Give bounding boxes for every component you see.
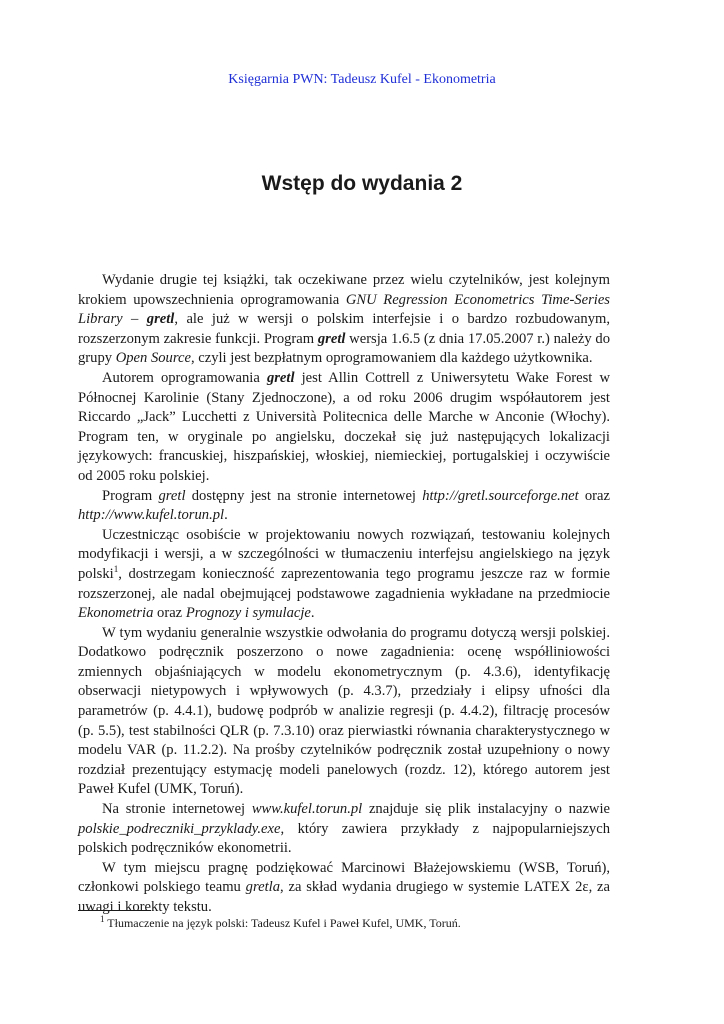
footnote xyxy=(78,916,610,931)
paragraph-2: Autorem oprogramowania gretl jest Allin Cottrell z Uniwersytetu Wake Forest w Północnej Karolinie (Stany Zjednoczone), a od roku 2006 drugim współautorem jest Riccardo „Jack” Lucchetti z Università Politecnica delle Marche w Anconie (Włochy). Program ten, w oryginale po angielsku, doczekał się już następujących lokalizacji językowych: francuskiej, hiszpańskiej, włoskiej, niemieckiej, portugalskiej i oczywiście od 2005 roku polskiej. xyxy=(78,369,610,484)
footnote-text: Tłumaczenie na język polski: Tadeusz Kufel i Paweł Kufel, UMK, Toruń. xyxy=(107,916,461,930)
link-kufel-site: http://www.kufel.torun.pl xyxy=(78,507,225,524)
link-gretl-sourceforge: http://gretl.sourceforge.net xyxy=(422,487,579,504)
paragraph-7: W tym miejscu pragnę podziękować Marcinowi Błażejowskiemu (WSB, Toruń), członkowi polskiego teamu gretla, za skład wydania drugiego w systemie LATEX 2ε, za uwagi i korekty tekstu. xyxy=(78,859,610,915)
latex-logo: LATEX 2ε xyxy=(524,879,589,896)
footnote-ref: 1 xyxy=(113,564,119,575)
running-header: Księgarnia PWN: Tadeusz Kufel - Ekonometria xyxy=(228,72,496,87)
paragraph-3: Program gretl dostępny jest na stronie internetowej http://gretl.sourceforge.net oraz http://www.kufel.torun.pl. xyxy=(78,487,610,524)
footnote-divider xyxy=(78,910,151,911)
paragraph-4: Uczestnicząc osobiście w projektowaniu nowych rozwiązań, testowaniu kolejnych modyfikacji i wersji, a w szczególności w tłumaczeniu interfejsu angielskiego na język polski$^1$, dostrzegam konieczność zaprezentowania tego programu jeszcze raz w formie rozszerzonej, ale nadal obejmującej podstawowe zagadnienia wykładane na przedmiocie Ekonometria oraz Prognozy i symulacje. xyxy=(78,526,610,622)
footnote-mark: 1 xyxy=(100,914,105,924)
paragraph-1: Wydanie drugie tej książki, tak oczekiwane przez wielu czytelników, jest kolejnym krokiem upowszechnienia oprogramowania GNU Regression Econometrics Time-Series Library – gretl, ale już w wersji o polskim interfejsie i o bardzo rozbudowanym, rozszerzonym zakresie funkcji. Program gretl wersja 1.6.5 (z dnia 17.05.2007 r.) należy do grupy Open Source, czyli jest bezpłatnym oprogramowaniem dla każdego użytkownika. xyxy=(78,272,610,367)
chapter-title: Wstęp do wydania 2 xyxy=(261,172,463,195)
paragraph-6: Na stronie internetowej www.kufel.torun.pl znajduje się plik instalacyjny o nazwie polskie_podreczniki_przyklady.exe, który zawiera przykłady z najpopularniejszych polskich podręczników ekonometrii. xyxy=(78,801,611,857)
body-text xyxy=(78,271,610,918)
paragraph-5: W tym wydaniu generalnie wszystkie odwołania do programu dotyczą wersji polskiej. Dodatkowo podręcznik poszerzono o nowe zagadnienia: ocenę współliniowości zmiennych objaśniających w modelu ekonometrycznym (p. 4.3.6), identyfikację obserwacji nietypowych i wpływowych (p. 4.3.7), przedziały i elipsy ufności dla parametrów (p. 4.4.1), budowę podprób w analizie regresji (p. 4.4.2), filtrację procesów (p. 5.5), test stabilności QLR (p. 7.3.10) oraz pierwiastki równania charakterystycznego w modelu VAR (p. 11.2.2). Na prośby czytelników podręcznik został uzupełniony o nowy rozdział prezentujący estymację modeli panelowych (rozdz. 12), którego autorem jest Paweł Kufel (UMK, Toruń). xyxy=(78,624,610,798)
